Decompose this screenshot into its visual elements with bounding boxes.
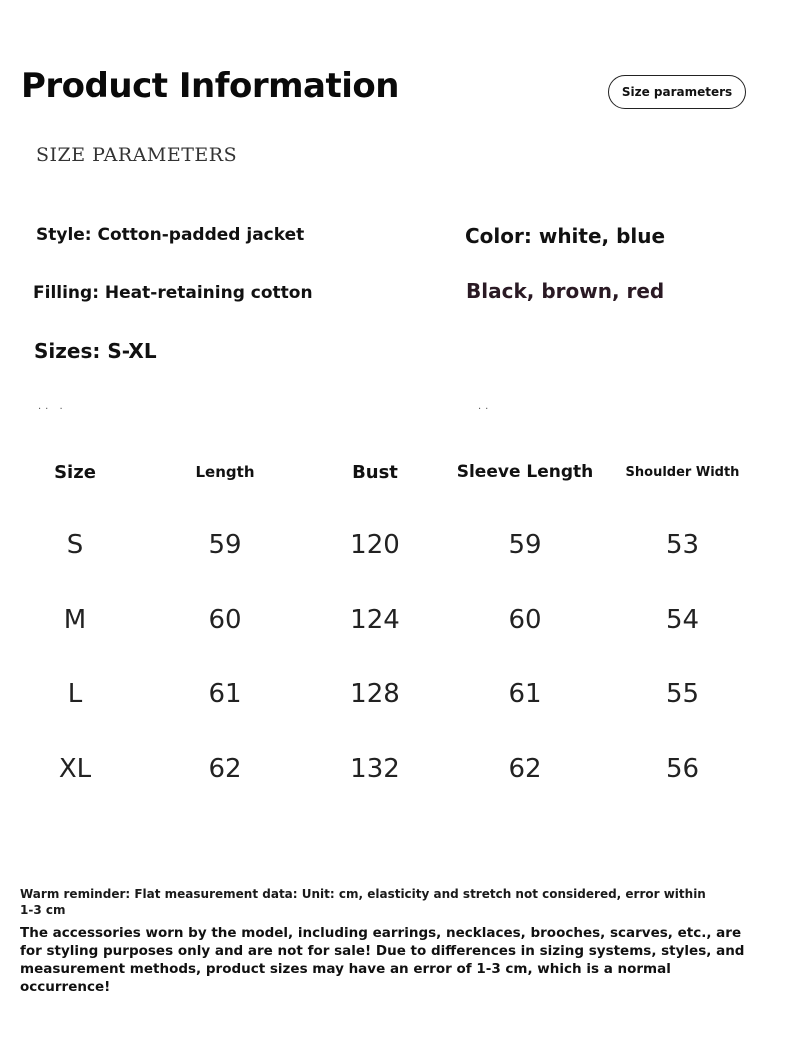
section-subtitle: SIZE PARAMETERS <box>36 144 238 166</box>
table-cell: 62 <box>208 753 242 784</box>
table-cell: S <box>66 530 84 561</box>
column-header-sleeve-length: Sleeve Length <box>456 462 594 482</box>
size-parameters-button[interactable]: Size parameters <box>608 75 746 109</box>
table-header-row <box>0 436 765 508</box>
disclaimer-note: The accessories worn by the model, including earrings, necklaces, brooches, scarves, etc., are for styling purposes only and are not for sale! Due to differences in sizing systems, styles, and measurement methods, product sizes may have an error of 1-3 cm, which is a normal occurrence! <box>20 925 745 995</box>
table-cell: L <box>67 679 83 710</box>
table-cell: 124 <box>350 604 400 635</box>
table-cell: 128 <box>350 679 400 710</box>
table-cell: 61 <box>508 679 542 710</box>
column-header-length: Length <box>195 463 255 481</box>
table-cell: 60 <box>508 604 542 635</box>
sizes-attribute: Sizes: S-XL <box>34 339 157 363</box>
column-header-shoulder-width: Shoulder Width <box>625 464 740 480</box>
decorative-dots: ·· · <box>38 404 67 415</box>
table-row <box>0 657 765 732</box>
table-cell: M <box>63 604 87 635</box>
table-cell: 59 <box>508 530 542 561</box>
table-cell: 54 <box>665 604 700 635</box>
table-cell: 61 <box>208 679 242 710</box>
table-cell: 62 <box>508 753 542 784</box>
filling-attribute: Filling: Heat-retaining cotton <box>33 283 313 303</box>
table-cell: 55 <box>665 679 700 710</box>
table-cell: 59 <box>208 530 242 561</box>
color-attribute-continued: Black, brown, red <box>466 279 665 303</box>
table-cell: 132 <box>350 753 400 784</box>
decorative-dots: ·· <box>478 404 493 415</box>
table-row <box>0 508 765 583</box>
column-header-bust: Bust <box>352 461 398 483</box>
warm-reminder-note: Warm reminder: Flat measurement data: Unit: cm, elasticity and stretch not considered, error within 1-3 cm <box>20 887 706 917</box>
table-row <box>0 732 765 807</box>
table-cell: 60 <box>208 604 242 635</box>
page-title: Product Information <box>21 66 399 106</box>
table-cell: 53 <box>665 530 700 561</box>
color-attribute: Color: white, blue <box>465 224 666 248</box>
style-attribute: Style: Cotton-padded jacket <box>36 225 305 245</box>
table-cell: 56 <box>665 753 700 784</box>
table-row <box>0 583 765 658</box>
table-cell: 120 <box>350 530 400 561</box>
table-cell: XL <box>58 753 92 784</box>
size-table <box>0 436 765 806</box>
column-header-size: Size <box>54 461 96 483</box>
